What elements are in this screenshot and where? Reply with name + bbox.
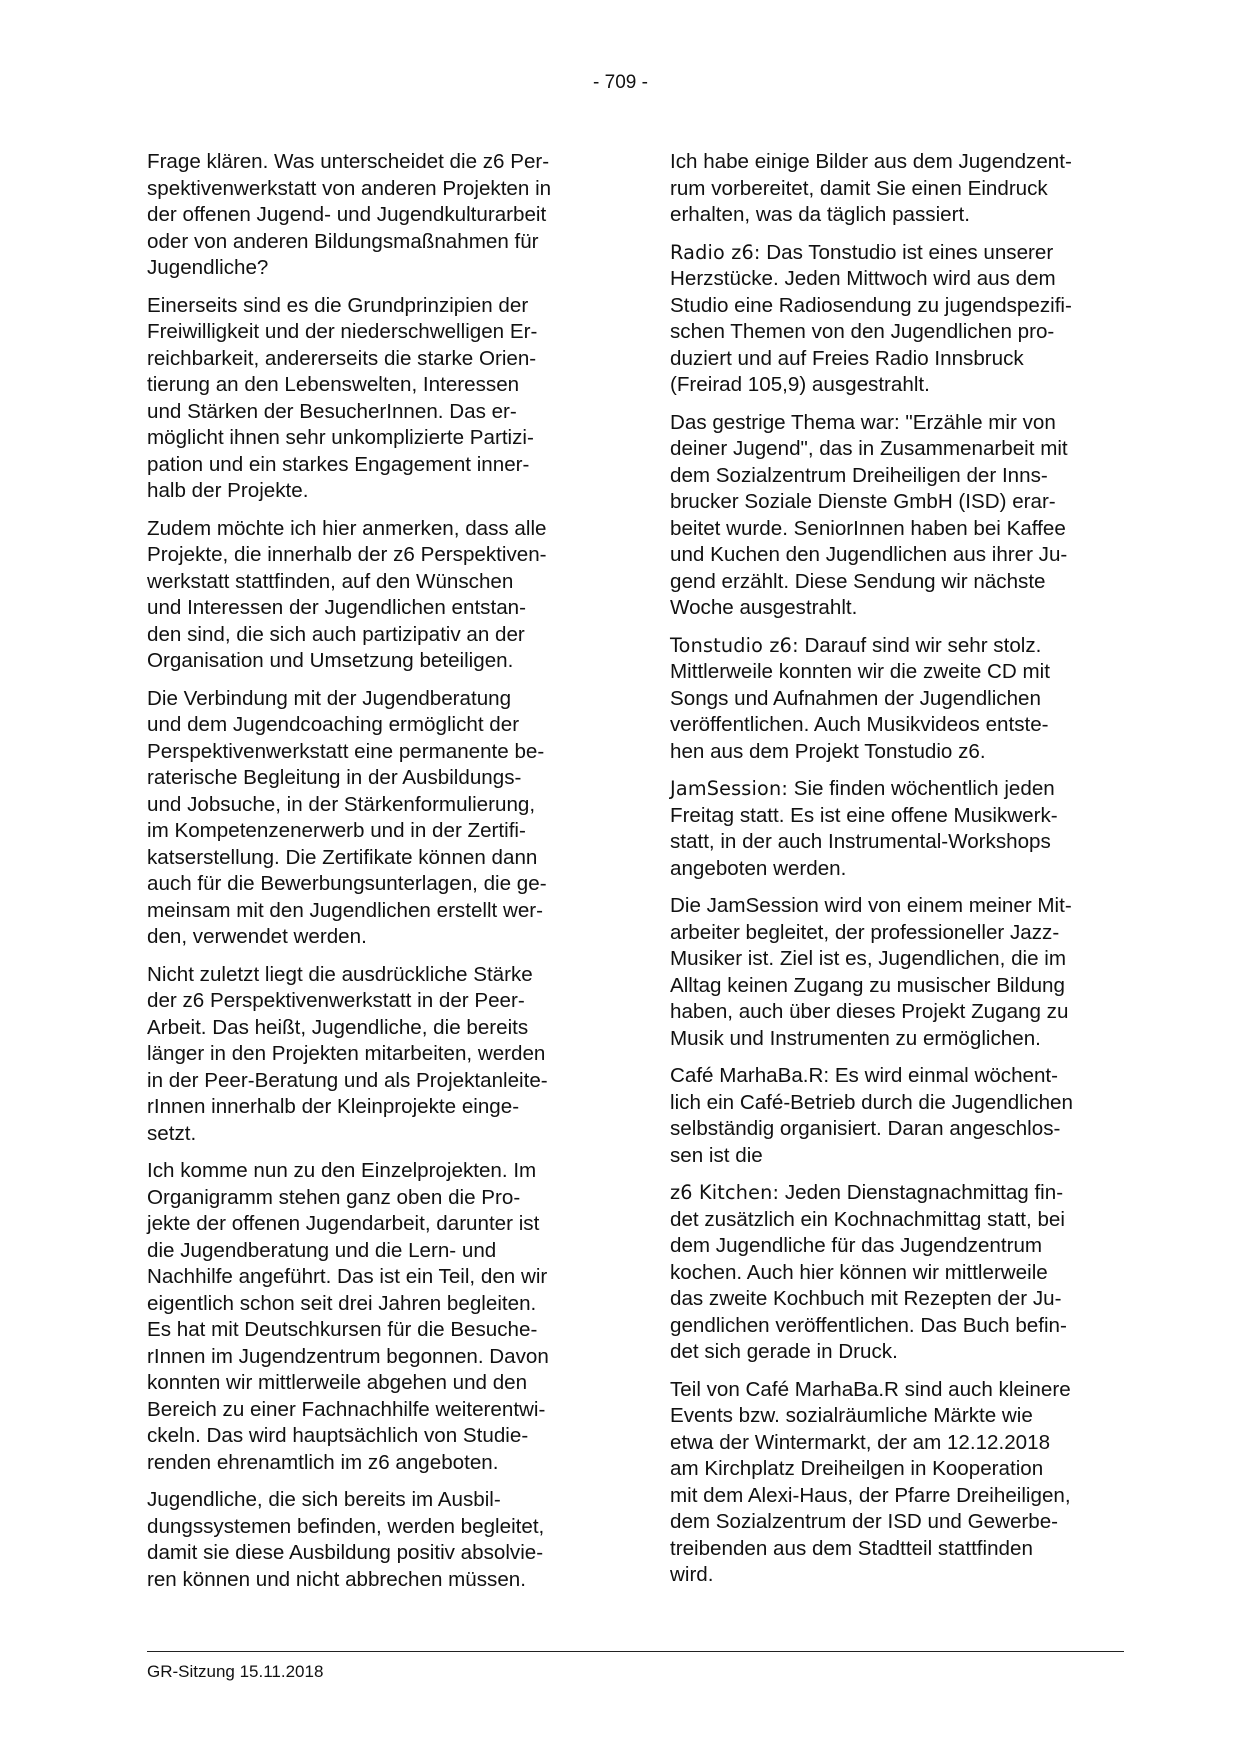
paragraph-text: Café MarhaBa.R: Es wird einmal wöchent- lich ein Café-Betrieb durch die Jugendlichen selbständig organisiert. Daran angeschlos- sen ist die <box>670 1064 1073 1167</box>
footer-divider <box>147 1651 1124 1652</box>
paragraph-text: Das Tonstudio ist eines unserer Herzstücke. Jeden Mittwoch wird aus dem Studio eine Radiosendung zu jugendspezifi- schen Themen von den Jugendlichen pro- duziert und auf Freies Radio Innsbruck (Freirad 105,9) ausgestrahlt. <box>670 240 1072 396</box>
paragraph-lead-label: z6 Kitchen: <box>670 1181 780 1204</box>
left-column <box>147 149 599 1604</box>
paragraph <box>670 149 1122 229</box>
paragraph-text: Das gestrige Thema war: "Erzähle mir von deiner Jugend", das in Zusammenarbeit mit dem Sozialzentrum Dreiheiligen der Inns- brucker Soziale Dienste GmbH (ISD) erar- beitet wurde. SeniorInnen haben bei Kaffee und Kuchen den Jugendlichen aus ihrer Ju- gend erzählt. Diese Sendung wir nächste Woche ausgestrahlt. <box>670 410 1068 619</box>
page-number: - 709 - <box>593 72 648 93</box>
paragraph-text: Ich habe einige Bilder aus dem Jugendzent- rum vorbereitet, damit Sie einen Eindruck erhalten, was da täglich passiert. <box>670 150 1072 226</box>
paragraph: Zudem möchte ich hier anmerken, dass alle Projekte, die innerhalb der z6 Perspektiven- werkstatt stattfinden, auf den Wünschen und Interessen der Jugendlichen entstan- den sind, die sich auch partizipativ an der Organisation und Umsetzung beteiligen. <box>147 516 547 672</box>
paragraph: Einerseits sind es die Grundprinzipien der Freiwilligkeit und der niederschwelligen Er- reichbarkeit, andererseits die starke Orien- tierung an den Lebenswelten, Interessen und Stärken der BesucherInnen. Das er- möglicht ihnen sehr unkomplizierte Partizi- pation und ein starkes Engagement inner- halb der Projekte. <box>147 293 538 502</box>
paragraph-text: Teil von Café MarhaBa.R sind auch kleinere Events bzw. sozialräumliche Märkte wie etwa der Wintermarkt, der am 12.12.2018 am Kirchplatz Dreiheilgen in Kooperation mit dem Alexi-Haus, der Pfarre Dreiheiligen, dem Sozialzentrum der ISD und Gewerbe- treibenden aus dem Stadtteil stattfinden wird. <box>670 1377 1071 1586</box>
paragraph: Frage klären. Was unterscheidet die z6 Per- spektivenwerkstatt von anderen Projekten in der offenen Jugend- und Jugendkulturarbeit oder von anderen Bildungsmaßnahmen für Jugendliche? <box>147 150 552 279</box>
right-column <box>670 149 1122 1600</box>
paragraph <box>670 1377 1122 1589</box>
paragraph-lead-label: Tonstudio z6: <box>670 633 799 657</box>
paragraph <box>670 240 1122 399</box>
paragraph <box>670 410 1122 622</box>
paragraph: Nicht zuletzt liegt die ausdrückliche Stärke der z6 Perspektivenwerkstatt in der Peer- Arbeit. Das heißt, Jugendliche, die bereits länger in den Projekten mitarbeiten, werden in der Peer-Beratung und als Projektanleite- rInnen innerhalb der Kleinprojekte einge- setzt. <box>147 962 548 1145</box>
paragraph: Jugendliche, die sich bereits im Ausbil- dungssystemen befinden, werden begleitet, damit sie diese Ausbildung positiv absolvie- ren können und nicht abbrechen müssen. <box>147 1488 545 1591</box>
paragraph <box>670 633 1122 766</box>
paragraph <box>670 1180 1122 1366</box>
footer-session-date: GR-Sitzung 15.11.2018 <box>147 1662 324 1681</box>
paragraph: Ich komme nun zu den Einzelprojekten. Im Organigramm stehen ganz oben die Pro- jekte der offenen Jugendarbeit, darunter ist die Jugendberatung und die Lern- und Nachhilfe angeführt. Das ist ein Teil, den wir eigentlich schon seit drei Jahren begleiten. Es hat mit Deutschkursen für die Besuche- rInnen im Jugendzentrum begonnen. Davon konnten wir mittlerweile abgehen und den Bereich zu einer Fachnachhilfe weiterentwi- ckeln. Das wird hauptsächlich von Studie- renden ehrenamtlich im z6 angeboten. <box>147 1159 549 1474</box>
paragraph <box>670 776 1122 882</box>
paragraph: Die Verbindung mit der Jugendberatung und dem Jugendcoaching ermöglicht der Perspektivenwerkstatt eine permanente be- raterische Begleitung in der Ausbildungs- und Jobsuche, in der Stärkenformulierung, im Kompetenzenerwerb und in der Zertifi- katserstellung. Die Zertifikate können dann auch für die Bewerbungsunterlagen, die ge- meinsam mit den Jugendlichen erstellt wer- den, verwendet werden. <box>147 686 547 948</box>
paragraph <box>670 1063 1122 1169</box>
paragraph-text: Darauf sind wir sehr stolz. Mittlerweile konnten wir die zweite CD mit Songs und Aufnahmen der Jugendlichen veröffentlichen. Auch Musikvideos entste- hen aus dem Projekt Tonstudio z6. <box>670 633 1050 763</box>
paragraph-text: Sie finden wöchentlich jeden Freitag statt. Es ist eine offene Musikwerk- statt, in der auch Instrumental-Workshops angeboten werden. <box>670 777 1058 880</box>
paragraph-text: Jeden Dienstagnachmittag fin- det zusätzlich ein Kochnachmittag statt, bei dem Jugendliche für das Jugendzentrum kochen. Auch hier können wir mittlerweile das zweite Kochbuch mit Rezepten der Ju- gendlichen veröffentlichen. Das Buch befin- det sich gerade in Druck. <box>670 1181 1067 1363</box>
paragraph <box>670 893 1122 1052</box>
paragraph-lead-label: Radio z6: <box>670 240 761 264</box>
paragraph-lead-label: JamSession: <box>670 777 788 800</box>
paragraph-text: Die JamSession wird von einem meiner Mit- arbeiter begleitet, der professioneller Jazz- Musiker ist. Ziel ist es, Jugendlichen, die im Alltag keinen Zugang zu musischer Bildung haben, auch über dieses Projekt Zugang zu Musik und Instrumenten zu ermöglichen. <box>670 894 1072 1050</box>
